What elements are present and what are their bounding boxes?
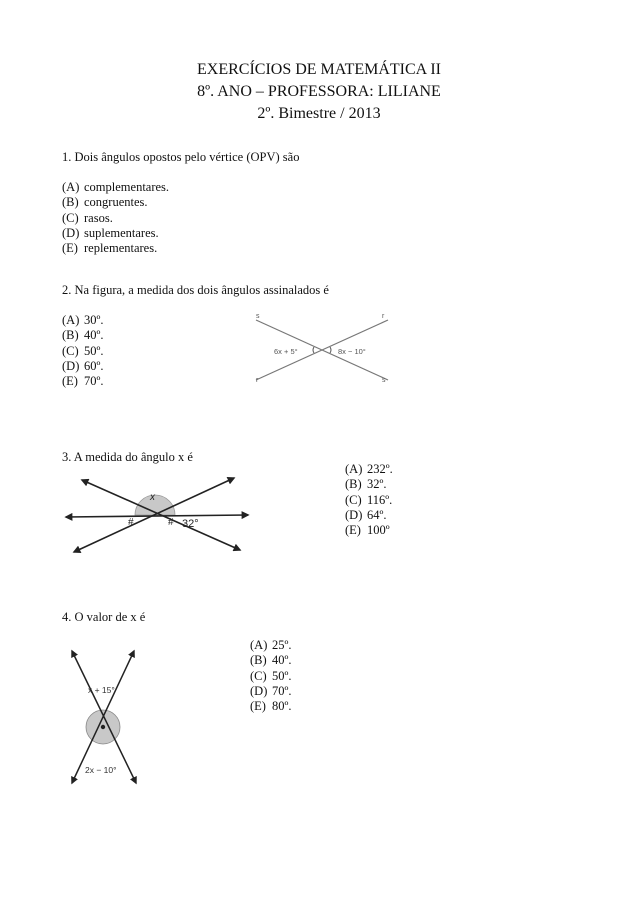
- label-s-top: s: [256, 313, 260, 320]
- option-c: (C) 50º.: [62, 343, 104, 358]
- congruence-mark-right: #: [168, 517, 174, 528]
- figure-2-crossing-lines: [248, 310, 398, 388]
- label-s-bottom: s: [382, 377, 386, 384]
- congruence-mark-left: #: [128, 517, 134, 528]
- option-a: (A) 25º.: [250, 638, 292, 652]
- question-4-prompt: 4. O valor de x é: [62, 610, 146, 624]
- vertex-point: [101, 725, 105, 729]
- option-a: (A) 30º.: [62, 313, 104, 327]
- angle-label-right: 8x − 10°: [338, 347, 366, 356]
- figure-3-three-lines: [62, 470, 252, 562]
- option-d: (D) suplementares.: [62, 225, 159, 240]
- angle-label-bottom: 2x − 10°: [85, 765, 117, 775]
- angle-arc-left: [313, 347, 314, 353]
- option-e: (E) 100º: [345, 523, 390, 538]
- doc-title: EXERCÍCIOS DE MATEMÁTICA II: [197, 61, 441, 78]
- option-b: (B) congruentes.: [62, 195, 148, 210]
- line-horizontal: [66, 515, 248, 517]
- option-b: (B) 32º.: [345, 477, 387, 492]
- option-e: (E) replementares.: [62, 241, 158, 256]
- option-b: (B) 40º.: [250, 653, 292, 668]
- angle-label-left: 6x + 5°: [274, 347, 298, 356]
- option-d: (D) 70º.: [250, 683, 292, 698]
- angle-label-32: 32°: [182, 518, 199, 530]
- option-d: (D) 64º.: [345, 507, 387, 522]
- option-d: (D) 60º.: [62, 358, 104, 373]
- option-e: (E) 70º.: [62, 374, 104, 389]
- option-a: (A) 232º.: [345, 462, 393, 476]
- label-r-top: r: [382, 313, 385, 320]
- option-b: (B) 40º.: [62, 328, 104, 343]
- option-e: (E) 80º.: [250, 699, 292, 714]
- question-3-options: [345, 462, 393, 538]
- question-1-options: [62, 180, 169, 256]
- question-1-prompt: 1. Dois ângulos opostos pelo vértice (OPV) são: [62, 150, 300, 164]
- doc-subtitle: 8º. ANO – PROFESSORA: LILIANE: [197, 83, 441, 100]
- option-c: (C) 50º.: [250, 668, 292, 683]
- option-c: (C) 116º.: [345, 492, 393, 507]
- label-r-bottom: r: [256, 377, 259, 384]
- figure-4-crossing-lines: [60, 645, 150, 785]
- angle-label-x: x: [150, 492, 155, 503]
- question-3-prompt: 3. A medida do ângulo x é: [62, 450, 193, 464]
- question-2-prompt: 2. Na figura, a medida dos dois ângulos assinalados é: [62, 283, 329, 297]
- option-c: (C) rasos.: [62, 210, 113, 225]
- question-2-options: [62, 313, 104, 389]
- option-a: (A) complementares.: [62, 180, 170, 194]
- angle-arc-right: [330, 347, 331, 353]
- angle-label-top: x + 15°: [88, 685, 115, 695]
- doc-period: 2º. Bimestre / 2013: [257, 105, 381, 122]
- question-4-options: [250, 638, 292, 714]
